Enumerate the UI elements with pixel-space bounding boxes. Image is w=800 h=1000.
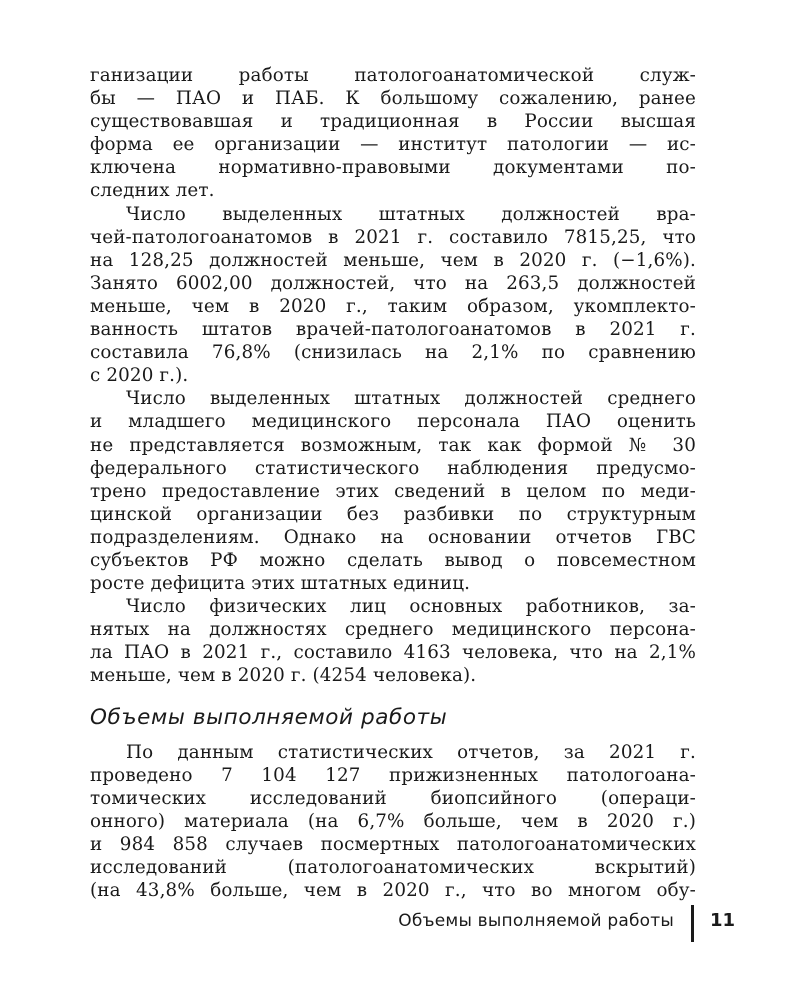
text-line: субъектов РФ можно сделать вывод о повсеместном [90, 549, 696, 571]
text-line: нятых на должностях среднего медицинского персона- [90, 619, 696, 641]
paragraph-work-volume [90, 741, 696, 903]
text-line: томических исследований биопсийного (операци- [90, 787, 696, 809]
text-line: ванность штатов врачей-патологоанатомов в 2021 г. [90, 319, 696, 341]
text-line: онного) материала (на 6,7% больше, чем в 2020 г.) [90, 810, 696, 832]
text-line: чей-патологоанатомов в 2021 г. составило 7815,25, что [90, 226, 696, 248]
text-line: Занято 6002,00 должностей, что на 263,5 должностей [90, 272, 696, 294]
paragraph-staff-positions [90, 203, 696, 388]
running-head: Объемы выполняемой работы [398, 911, 674, 931]
text-line: исследований (патологоанатомических вскрытий) [90, 857, 696, 878]
text-line: ключена нормативно-правовыми документами по- [90, 157, 696, 179]
text-line: меньше, чем в 2020 г., таким образом, укомплекто- [90, 295, 696, 317]
text-line: составила 76,8% (снизилась на 2,1% по сравнению [90, 342, 696, 364]
paragraph-nursing-staff [90, 387, 696, 595]
text-line: трено предоставление этих сведений в целом по меди- [90, 480, 696, 502]
text-line: ганизации работы патологоанатомической служ- [90, 65, 696, 86]
text-line: и 984 858 случаев посмертных патологоанатомических [90, 833, 696, 855]
page-body [90, 64, 696, 902]
page-number: 11 [710, 910, 736, 931]
text-line: росте дефицита этих штатных единиц. [90, 573, 471, 595]
text-line: бы — ПАО и ПАБ. К большому сожалению, ранее [90, 88, 696, 110]
text-line: меньше, чем в 2020 г. (4254 человека). [90, 665, 477, 687]
page-footer [0, 905, 800, 945]
text-line: цинской организации без разбивки по структурным [90, 503, 696, 525]
paragraph-physical-persons [90, 595, 696, 687]
paragraph-continuation [90, 64, 696, 203]
text-line: Число выделенных штатных должностей среднего [126, 388, 696, 410]
text-line: существовавшая и традиционная в России высшая [90, 111, 696, 133]
text-line: федерального статистического наблюдения предусмо- [90, 457, 696, 479]
section-heading: Объемы выполняемой работы [90, 704, 448, 730]
text-line: форма ее организации — институт патологии — ис- [90, 134, 696, 156]
footer-divider [691, 905, 694, 942]
text-line: Число выделенных штатных должностей вра- [126, 203, 696, 225]
text-line: с 2020 г.). [90, 365, 189, 387]
text-line: Число физических лиц основных работников, за- [126, 596, 696, 618]
text-line: проведено 7 104 127 прижизненных патологоана- [90, 764, 696, 786]
text-line: (на 43,8% больше, чем в 2020 г., что во многом обу- [90, 880, 696, 902]
text-line: не представляется возможным, так как формой № 30 [90, 434, 696, 456]
text-line: По данным статистических отчетов, за 2021 г. [126, 741, 696, 763]
text-line: и младшего медицинского персонала ПАО оценить [90, 411, 696, 433]
text-line: подразделениям. Однако на основании отчетов ГВС [90, 526, 696, 548]
text-line: на 128,25 должностей меньше, чем в 2020 г. (−1,6%). [90, 249, 696, 271]
text-line: ла ПАО в 2021 г., составило 4163 человека, что на 2,1% [90, 642, 696, 664]
text-line: следних лет. [90, 180, 215, 202]
